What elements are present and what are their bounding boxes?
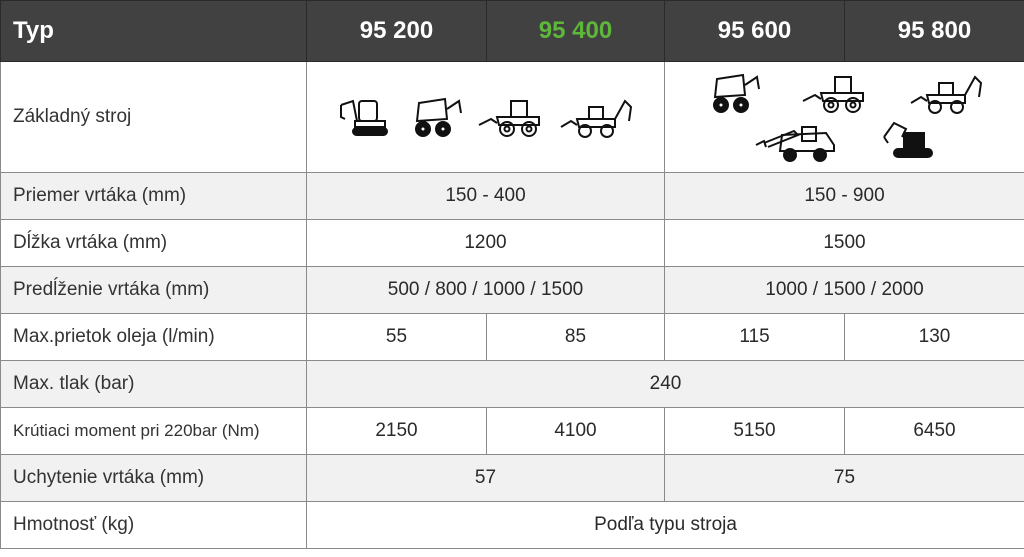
- pressure-value: 240: [307, 361, 1024, 408]
- pressure-row: [1, 361, 1024, 408]
- mount-left-value: 57: [307, 455, 665, 502]
- row-label: Uchytenie vrtáka (mm): [1, 455, 307, 502]
- diameter-left-value: 150 - 400: [307, 173, 665, 220]
- oil-flow-value: 55: [307, 314, 487, 361]
- mount-right-value: 75: [665, 455, 1024, 502]
- telehandler-icon: [754, 123, 840, 163]
- model-header-95200: 95 200: [307, 1, 487, 62]
- torque-value: 2150: [307, 408, 487, 455]
- header-row: [1, 1, 1024, 62]
- oil-flow-value: 85: [487, 314, 665, 361]
- wheel-loader-icon: [801, 71, 869, 115]
- mount-row: [1, 455, 1024, 502]
- extension-row: [1, 267, 1024, 314]
- length-row: [1, 220, 1024, 267]
- model-header-95600: 95 600: [665, 1, 845, 62]
- mini-excavator-icon: [337, 95, 393, 139]
- type-header: Typ: [1, 1, 307, 62]
- oil-flow-value: 115: [665, 314, 845, 361]
- row-label: Max. tlak (bar): [1, 361, 307, 408]
- model-header-95400: 95 400: [487, 1, 665, 62]
- row-label: Základný stroj: [1, 62, 307, 173]
- model-header-95800: 95 800: [845, 1, 1024, 62]
- base-machine-left-cell: [307, 62, 665, 173]
- row-label: Max.prietok oleja (l/min): [1, 314, 307, 361]
- row-label: Priemer vrtáka (mm): [1, 173, 307, 220]
- wheel-loader-icon: [477, 95, 545, 139]
- torque-value: 5150: [665, 408, 845, 455]
- weight-row: [1, 502, 1024, 549]
- diameter-row: [1, 173, 1024, 220]
- skid-steer-loader-icon: [705, 71, 761, 115]
- base-machine-right-cell: [665, 62, 1024, 173]
- base-machine-row: [1, 62, 1024, 173]
- oil-flow-value: 130: [845, 314, 1024, 361]
- oil-flow-row: [1, 314, 1024, 361]
- backhoe-loader-icon: [559, 95, 635, 139]
- backhoe-loader-icon: [909, 71, 985, 115]
- extension-right-value: 1000 / 1500 / 2000: [665, 267, 1024, 314]
- torque-value: 4100: [487, 408, 665, 455]
- diameter-right-value: 150 - 900: [665, 173, 1024, 220]
- extension-left-value: 500 / 800 / 1000 / 1500: [307, 267, 665, 314]
- skid-steer-loader-icon: [407, 95, 463, 139]
- weight-value: Podľa typu stroja: [307, 502, 1024, 549]
- row-label: Predĺženie vrtáka (mm): [1, 267, 307, 314]
- row-label: Krútiaci moment pri 220bar (Nm): [1, 408, 307, 455]
- torque-row: [1, 408, 1024, 455]
- torque-value: 6450: [845, 408, 1024, 455]
- row-label: Hmotnosť (kg): [1, 502, 307, 549]
- excavator-icon: [880, 119, 936, 163]
- length-left-value: 1200: [307, 220, 665, 267]
- length-right-value: 1500: [665, 220, 1024, 267]
- row-label: Dĺžka vrtáka (mm): [1, 220, 307, 267]
